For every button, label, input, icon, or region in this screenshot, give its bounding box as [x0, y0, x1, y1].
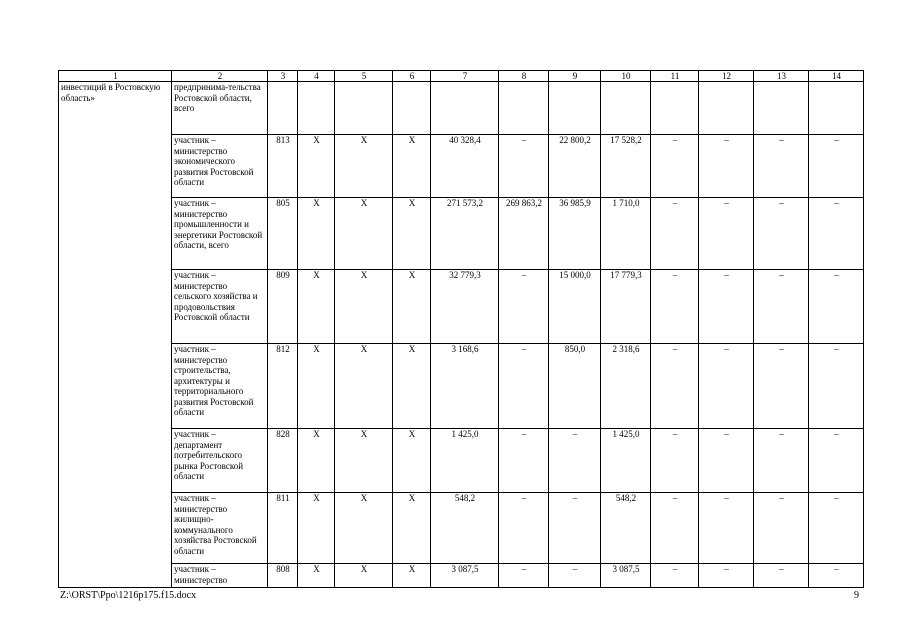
value-cell: –: [754, 135, 809, 198]
value-cell: 17 528,2: [601, 135, 651, 198]
value-cell: –: [499, 429, 549, 493]
value-cell: Х: [393, 344, 431, 429]
value-cell: –: [499, 344, 549, 429]
value-cell: –: [754, 270, 809, 344]
value-cell: 15 000,0: [549, 270, 601, 344]
value-cell: 548,2: [601, 493, 651, 564]
participant-cell: участник – министерство промышленности и энергетики Ростовской области, всего: [172, 198, 268, 270]
value-cell: –: [754, 493, 809, 564]
participant-cell: участник – министерство экономического развития Ростовской области: [172, 135, 268, 198]
value-cell: 1 425,0: [601, 429, 651, 493]
value-cell: –: [809, 344, 864, 429]
value-cell: –: [651, 135, 699, 198]
value-cell: Х: [335, 344, 393, 429]
column-header: 14: [809, 71, 864, 82]
column-header: 6: [393, 71, 431, 82]
value-cell: –: [699, 493, 754, 564]
participant-cell: участник – министерство сельского хозяйства и продовольствия Ростовской области: [172, 270, 268, 344]
table-row: [59, 564, 864, 588]
column-header: 7: [431, 71, 499, 82]
value-cell: [499, 82, 549, 135]
value-cell: 548,2: [431, 493, 499, 564]
value-cell: –: [809, 270, 864, 344]
value-cell: Х: [298, 564, 335, 588]
value-cell: 32 779,3: [431, 270, 499, 344]
value-cell: Х: [298, 429, 335, 493]
document-page: [58, 70, 863, 588]
program-name-cell: [59, 198, 172, 270]
value-cell: Х: [335, 270, 393, 344]
value-cell: Х: [335, 493, 393, 564]
table-row: [59, 82, 864, 135]
column-header: 8: [499, 71, 549, 82]
value-cell: 22 800,2: [549, 135, 601, 198]
value-cell: –: [699, 564, 754, 588]
code-cell: [268, 82, 298, 135]
value-cell: Х: [393, 270, 431, 344]
program-name-cell: [59, 135, 172, 198]
value-cell: 3 087,5: [601, 564, 651, 588]
program-name-cell: [59, 344, 172, 429]
program-name-cell: инвестиций в Ростовскую область»: [59, 82, 172, 135]
value-cell: –: [651, 198, 699, 270]
participant-cell: участник – министерство жилищно-коммунального хозяйства Ростовской области: [172, 493, 268, 564]
value-cell: [431, 82, 499, 135]
participant-cell: участник – министерство строительства, архитектуры и территориального развития Ростовской области: [172, 344, 268, 429]
value-cell: 269 863,2: [499, 198, 549, 270]
value-cell: –: [699, 198, 754, 270]
value-cell: 850,0: [549, 344, 601, 429]
value-cell: Х: [393, 198, 431, 270]
value-cell: –: [809, 198, 864, 270]
budget-table: [58, 70, 864, 588]
value-cell: Х: [298, 135, 335, 198]
page-footer: [58, 590, 863, 604]
value-cell: –: [651, 429, 699, 493]
participant-cell: участник – департамент потребительского рынка Ростовской области: [172, 429, 268, 493]
program-name-cell: [59, 493, 172, 564]
value-cell: 2 318,6: [601, 344, 651, 429]
column-header: 12: [699, 71, 754, 82]
table-header-row: [59, 71, 864, 82]
value-cell: Х: [335, 564, 393, 588]
value-cell: Х: [298, 198, 335, 270]
code-cell: 812: [268, 344, 298, 429]
value-cell: –: [499, 493, 549, 564]
code-cell: 813: [268, 135, 298, 198]
value-cell: Х: [393, 429, 431, 493]
value-cell: –: [809, 135, 864, 198]
code-cell: 808: [268, 564, 298, 588]
column-header: 9: [549, 71, 601, 82]
value-cell: Х: [298, 344, 335, 429]
value-cell: –: [754, 429, 809, 493]
value-cell: –: [809, 564, 864, 588]
table-row: [59, 270, 864, 344]
value-cell: Х: [298, 493, 335, 564]
participant-cell: предпринима-тельства Ростовской области, всего: [172, 82, 268, 135]
program-name-cell: [59, 270, 172, 344]
value-cell: Х: [335, 135, 393, 198]
value-cell: –: [754, 344, 809, 429]
value-cell: –: [549, 429, 601, 493]
value-cell: –: [499, 564, 549, 588]
value-cell: –: [651, 493, 699, 564]
value-cell: –: [699, 270, 754, 344]
value-cell: 36 985,9: [549, 198, 601, 270]
column-header: 10: [601, 71, 651, 82]
value-cell: 271 573,2: [431, 198, 499, 270]
code-cell: 811: [268, 493, 298, 564]
value-cell: Х: [335, 198, 393, 270]
table-row: [59, 198, 864, 270]
value-cell: 3 168,6: [431, 344, 499, 429]
value-cell: 1 425,0: [431, 429, 499, 493]
value-cell: [699, 82, 754, 135]
file-path: Z:\ORST\Ppo\1216p175.f15.docx: [60, 590, 197, 601]
table-row: [59, 429, 864, 493]
code-cell: 809: [268, 270, 298, 344]
column-header: 11: [651, 71, 699, 82]
value-cell: Х: [335, 429, 393, 493]
column-header: 3: [268, 71, 298, 82]
value-cell: [651, 82, 699, 135]
table-row: [59, 135, 864, 198]
value-cell: Х: [393, 135, 431, 198]
table-row: [59, 344, 864, 429]
code-cell: 828: [268, 429, 298, 493]
value-cell: 17 779,3: [601, 270, 651, 344]
page-number: 9: [854, 590, 859, 601]
table-body: [59, 71, 864, 588]
column-header: 1: [59, 71, 172, 82]
program-name-cell: [59, 564, 172, 588]
column-header: 4: [298, 71, 335, 82]
value-cell: –: [651, 564, 699, 588]
value-cell: 3 087,5: [431, 564, 499, 588]
value-cell: –: [699, 429, 754, 493]
value-cell: 40 328,4: [431, 135, 499, 198]
value-cell: –: [549, 493, 601, 564]
program-name-cell: [59, 429, 172, 493]
value-cell: [809, 82, 864, 135]
column-header: 2: [172, 71, 268, 82]
value-cell: [754, 82, 809, 135]
value-cell: –: [699, 135, 754, 198]
value-cell: [298, 82, 335, 135]
participant-cell: участник – министерство: [172, 564, 268, 588]
value-cell: –: [699, 344, 754, 429]
value-cell: –: [499, 270, 549, 344]
value-cell: –: [809, 493, 864, 564]
value-cell: –: [651, 344, 699, 429]
value-cell: Х: [298, 270, 335, 344]
table-row: [59, 493, 864, 564]
value-cell: –: [754, 198, 809, 270]
column-header: 5: [335, 71, 393, 82]
code-cell: 805: [268, 198, 298, 270]
value-cell: 1 710,0: [601, 198, 651, 270]
value-cell: [335, 82, 393, 135]
value-cell: [601, 82, 651, 135]
value-cell: –: [754, 564, 809, 588]
value-cell: [549, 82, 601, 135]
value-cell: Х: [393, 564, 431, 588]
value-cell: –: [809, 429, 864, 493]
value-cell: –: [499, 135, 549, 198]
value-cell: [393, 82, 431, 135]
value-cell: Х: [393, 493, 431, 564]
value-cell: –: [549, 564, 601, 588]
column-header: 13: [754, 71, 809, 82]
value-cell: –: [651, 270, 699, 344]
